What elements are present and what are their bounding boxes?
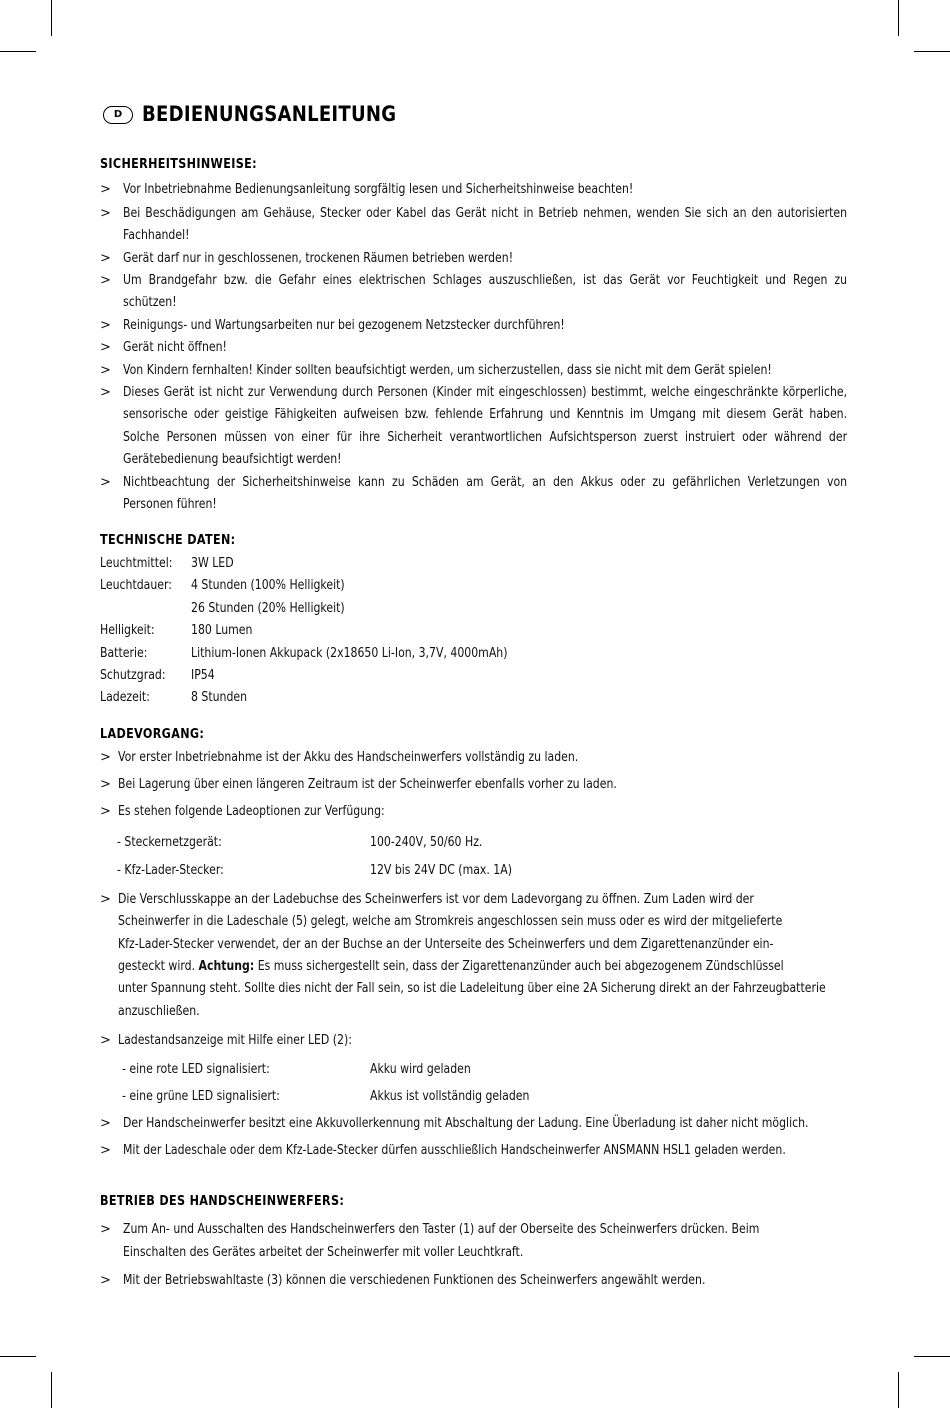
- bullet-marker: >: [100, 340, 111, 355]
- charging-line: Es muss sichergestellt sein, dass der Zigarettenanzünder auch bei abgezogenem Zündschlüssel: [254, 959, 784, 974]
- safety-line: sensorische oder geistige Fähigkeiten aufweisen bzw. fehlende Erfahrung und Kenntnis im Umgang mit diesem Gerät haben.: [123, 407, 848, 422]
- charging-option-label: - Steckernetzgerät:: [117, 835, 222, 850]
- crop-mark-top-right-h: [914, 51, 950, 52]
- charging-option-value: 12V bis 24V DC (max. 1A): [370, 863, 512, 878]
- bullet-marker: >: [100, 273, 111, 288]
- safety-line: Von Kindern fernhalten! Kinder sollten beaufsichtigt werden, um sicherzustellen, dass sie nicht mit dem Gerät spielen!: [123, 363, 772, 378]
- bullet-marker: >: [100, 475, 111, 490]
- crop-mark-top-right-v: [898, 0, 899, 36]
- charging-line: gesteckt wird.: [118, 959, 199, 974]
- safety-line: Reinigungs- und Wartungsarbeiten nur bei gezogenem Netzstecker durchführen!: [123, 318, 565, 333]
- led-state-value: Akku wird geladen: [370, 1062, 471, 1077]
- spec-label: Leuchtmittel:: [100, 556, 173, 571]
- charging-option-label: - Kfz-Lader-Stecker:: [117, 863, 224, 878]
- spec-label: Ladezeit:: [100, 690, 150, 705]
- safety-heading: SICHERHEITSHINWEISE:: [100, 157, 257, 172]
- spec-value: IP54: [191, 668, 215, 683]
- bullet-marker: >: [100, 206, 111, 221]
- bullet-marker: >: [100, 1033, 111, 1048]
- operation-line: Mit der Betriebswahltaste (3) können die verschiedenen Funktionen des Scheinwerfers angewählt werden.: [123, 1273, 706, 1288]
- led-state-label: - eine rote LED signalisiert:: [122, 1062, 270, 1077]
- spec-value: 4 Stunden (100% Helligkeit): [191, 578, 345, 593]
- spec-label: Schutzgrad:: [100, 668, 166, 683]
- charging-line: Ladestandsanzeige mit Hilfe einer LED (2):: [118, 1033, 352, 1048]
- language-badge: D: [103, 106, 133, 124]
- led-state-label: - eine grüne LED signalisiert:: [122, 1089, 280, 1104]
- spec-value: 180 Lumen: [191, 623, 253, 638]
- page-title: BEDIENUNGSANLEITUNG: [142, 102, 397, 126]
- bullet-marker: >: [100, 318, 111, 333]
- charging-option-value: 100-240V, 50/60 Hz.: [370, 835, 483, 850]
- bullet-marker: >: [100, 892, 111, 907]
- safety-line: Personen führen!: [123, 497, 217, 512]
- operation-heading: BETRIEB DES HANDSCHEINWERFERS:: [100, 1194, 345, 1209]
- charging-line: Kfz-Lader-Stecker verwendet, der an der Buchse an der Unterseite des Scheinwerfers und dem Zigarettenanzünder ein-: [118, 937, 774, 952]
- warning-label: Achtung:: [198, 959, 255, 974]
- safety-line: Um Brandgefahr bzw. die Gefahr eines elektrischen Schlages auszuschließen, ist das Gerät vor Feuchtigkeit und Regen zu: [123, 273, 848, 288]
- crop-mark-bottom-right-v: [898, 1372, 899, 1408]
- spec-label: Leuchtdauer:: [100, 578, 172, 593]
- charging-line: anzuschließen.: [118, 1004, 200, 1019]
- crop-mark-bottom-left-h: [0, 1356, 36, 1357]
- crop-mark-bottom-left-v: [51, 1372, 52, 1408]
- bullet-marker: >: [100, 363, 111, 378]
- bullet-marker: >: [100, 777, 111, 792]
- safety-line: Gerätebedienung beaufsichtigt werden!: [123, 452, 342, 467]
- crop-mark-top-left-v: [51, 0, 52, 36]
- bullet-marker: >: [100, 804, 111, 819]
- safety-line: Fachhandel!: [123, 228, 190, 243]
- spec-label: Helligkeit:: [100, 623, 155, 638]
- spec-label: Batterie:: [100, 646, 148, 661]
- charging-line: Der Handscheinwerfer besitzt eine Akkuvollerkennung mit Abschaltung der Ladung. Eine Überladung ist daher nicht möglich.: [123, 1116, 809, 1131]
- crop-mark-bottom-right-h: [914, 1356, 950, 1357]
- charging-line: Vor erster Inbetriebnahme ist der Akku des Handscheinwerfers vollständig zu laden.: [118, 750, 579, 765]
- charging-line: Scheinwerfer in die Ladeschale (5) gelegt, welche am Stromkreis angeschlossen sein muss oder es wird der mitgelieferte: [118, 914, 783, 929]
- spec-value: 8 Stunden: [191, 690, 248, 705]
- bullet-marker: >: [100, 1116, 111, 1131]
- led-state-value: Akkus ist vollständig geladen: [370, 1089, 530, 1104]
- safety-line: Solche Personen müssen von einer für ihre Sicherheit verantwortlichen Aufsichtsperson zuerst instruiert oder während der: [123, 430, 848, 445]
- charging-line: unter Spannung steht. Sollte dies nicht der Fall sein, so ist die Ladeleitung über eine 2A Sicherung direkt an der Fahrzeugbatterie: [118, 981, 826, 996]
- crop-mark-top-left-h: [0, 51, 36, 52]
- charging-line: Es stehen folgende Ladeoptionen zur Verfügung:: [118, 804, 385, 819]
- safety-line: Nichtbeachtung der Sicherheitshinweise kann zu Schäden am Gerät, an den Akkus oder zu gefährlichen Verletzungen von: [123, 475, 848, 490]
- spec-value: 26 Stunden (20% Helligkeit): [191, 601, 345, 616]
- bullet-marker: >: [100, 1222, 111, 1237]
- safety-line: Gerät nicht öffnen!: [123, 340, 227, 355]
- safety-line: Bei Beschädigungen am Gehäuse, Stecker oder Kabel das Gerät nicht in Betrieb nehmen, wenden Sie sich an den autorisierten: [123, 206, 848, 221]
- bullet-marker: >: [100, 1143, 111, 1158]
- bullet-marker: >: [100, 1273, 111, 1288]
- charging-warning-line: [118, 959, 784, 975]
- bullet-marker: >: [100, 251, 111, 266]
- safety-line: schützen!: [123, 295, 177, 310]
- spec-value: 3W LED: [191, 556, 234, 571]
- safety-line: Gerät darf nur in geschlossenen, trockenen Räumen betrieben werden!: [123, 251, 514, 266]
- charging-heading: LADEVORGANG:: [100, 727, 205, 742]
- bullet-marker: >: [100, 385, 111, 400]
- safety-line: Vor Inbetriebnahme Bedienungsanleitung sorgfältig lesen und Sicherheitshinweise beachten!: [123, 182, 634, 197]
- safety-line: Dieses Gerät ist nicht zur Verwendung durch Personen (Kinder mit eingeschlossen) bestimmt, welche eingeschränkte körperliche,: [123, 385, 848, 400]
- technical-heading: TECHNISCHE DATEN:: [100, 533, 236, 548]
- charging-line: Die Verschlusskappe an der Ladebuchse des Scheinwerfers ist vor dem Ladevorgang zu öffnen. Zum Laden wird der: [118, 892, 754, 907]
- bullet-marker: >: [100, 750, 111, 765]
- operation-line: Zum An- und Ausschalten des Handscheinwerfers den Taster (1) auf der Oberseite des Scheinwerfers drücken. Beim: [123, 1222, 760, 1237]
- bullet-marker: >: [100, 182, 111, 197]
- spec-value: Lithium-Ionen Akkupack (2x18650 Li-Ion, 3,7V, 4000mAh): [191, 646, 508, 661]
- charging-line: Mit der Ladeschale oder dem Kfz-Lade-Stecker dürfen ausschließlich Handscheinwerfer ANSMANN HSL1 geladen werden.: [123, 1143, 786, 1158]
- charging-line: Bei Lagerung über einen längeren Zeitraum ist der Scheinwerfer ebenfalls vorher zu laden.: [118, 777, 617, 792]
- operation-line: Einschalten des Gerätes arbeitet der Scheinwerfer mit voller Leuchtkraft.: [123, 1245, 524, 1260]
